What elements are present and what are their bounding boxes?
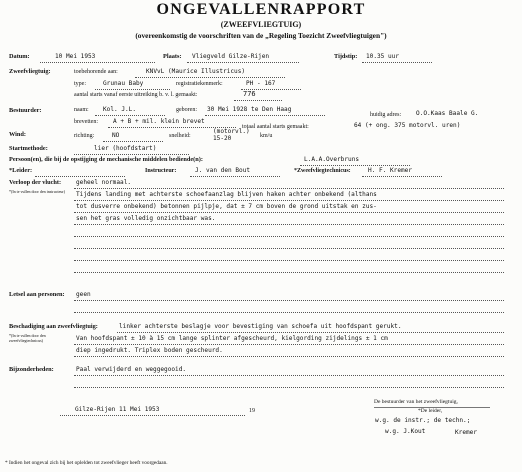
verloop-line-3: tot dusverre onbekend) betonnen pijlpje, dat ± 7 cm boven de grond uitstak en zus- — [76, 203, 377, 210]
startmethode-label: Startmethode: — [9, 145, 48, 152]
adres-value: O.O.Kaas Baale G. — [416, 110, 479, 117]
verloop-rule-7 — [74, 260, 504, 261]
footnote: * Indien het ongeval zich bij het oplelden tot zweefvlieger heeft voorgedaan. — [5, 460, 168, 466]
datum-value: 10 Mei 1953 — [55, 53, 96, 60]
aantal-starts-label: aantal starts vanaf eerste uitreiking b. v. l. gemaakt: — [74, 92, 198, 98]
beschadiging-rule-2 — [74, 344, 504, 345]
verloop-note: *(In te vullen door den instructeur) — [9, 189, 66, 194]
plaats-value: Vliegveld Gilze-Rijen — [192, 53, 270, 60]
totaal-starts-label: totaal aantal starts gemaakt: — [242, 124, 309, 130]
leider-rule — [35, 176, 125, 177]
verloop-rule-6 — [74, 248, 504, 249]
verloop-rule-8 — [74, 272, 504, 273]
datum-rule — [40, 62, 155, 63]
brevetten-label: brevetten: — [74, 119, 98, 125]
bijzonderheden-value: Paal verwijderd en weggegooid. — [76, 366, 187, 373]
beschadiging-rule-1 — [117, 332, 504, 333]
regulation-note: (overeenkomstig de voorschriften van de „Regeling Toezicht Zweefvliegtuigen") — [135, 31, 387, 40]
snelheid-label: snelheid: — [169, 133, 191, 139]
instr-line: w.g. de instr.; de techn.; — [375, 417, 471, 424]
instructeur-rule — [190, 176, 280, 177]
tijdstip-rule — [362, 62, 432, 63]
tijdstip-value: 10.35 uur — [366, 53, 400, 60]
naam-rule — [95, 115, 165, 116]
verloop-label: Verloop der vlucht: — [9, 179, 62, 186]
instructeur-value: J. van den Bout — [195, 167, 251, 174]
bijzonderheden-rule-1 — [74, 375, 504, 376]
datum-label: Datum: — [9, 53, 30, 60]
plaats-label: Plaats: — [163, 53, 182, 60]
eigenaar-rule — [135, 77, 285, 78]
geboren-rule — [205, 115, 325, 116]
bestuurder-title: De bestuurder van het zweefvliegtuig, — [374, 399, 458, 405]
beschadiging-note: *(In te vullen door den zweefvliegtechnicus) — [9, 333, 46, 343]
type-rule — [95, 89, 170, 90]
letsel-rule-2 — [74, 312, 504, 313]
report-title: ONGEVALLENRAPPORT — [156, 1, 366, 18]
beschadiging-line-2: Van hoofdspant ± 10 à 15 cm lange splinter afgescheurd, kielgording zijdelings ± 1 cm — [76, 335, 388, 342]
verloop-rule-1 — [74, 188, 504, 189]
type-label: type: — [74, 81, 86, 87]
signature-technicus: Kremer — [455, 429, 478, 436]
verloop-line-1: geheel normaal. — [76, 179, 132, 186]
geboren-value: 30 Mei 1928 te Den Haag — [207, 106, 292, 113]
verloop-line-4: sen het gras volledig onzichtbaar was. — [76, 215, 216, 222]
adres-label: huidig adres: — [370, 112, 402, 118]
wind-label: Wind: — [9, 131, 27, 138]
bijzonderheden-label: Bijzonderheden: — [9, 366, 54, 373]
toebehorende-label: toebehorende aan: — [74, 69, 118, 75]
signature-instructeur: w.g. J.Kout — [385, 428, 426, 435]
beschadiging-line-3: diep ingedrukt. Triplex boden gescheurd. — [76, 347, 223, 354]
totaal-starts-value: 64 (+ ong. 375 motorvl. uren) — [354, 122, 461, 129]
technicus-label: *Zweefvliegtechnicus: — [294, 168, 351, 174]
verloop-rule-3 — [74, 212, 504, 213]
startmethode-rule — [74, 154, 189, 155]
richting-label: richting: — [74, 133, 95, 139]
richting-value: NO — [112, 132, 120, 139]
year-prefix: 19 — [249, 408, 255, 414]
verloop-rule-2 — [74, 200, 504, 201]
aantal-starts-rule — [234, 100, 282, 101]
aantal-starts-value: 776 — [243, 90, 256, 98]
letsel-rule-1 — [74, 300, 504, 301]
type-value: Grunau Baby — [103, 80, 144, 87]
place-date-rule — [60, 415, 245, 416]
bestuurder-label: Bestuurder: — [9, 107, 42, 114]
personen-label: Persoon(en), die bij de opstijging de mechanische middelen bediende(n): — [9, 156, 203, 163]
beschadiging-label: Beschadiging aan zweefvliegtuig: — [9, 323, 98, 330]
verloop-line-2: Tijdens landing met achterste schoefaanzlag blijven haken achter onbekend (althans — [76, 191, 377, 198]
snelheid-unit: km/u — [260, 133, 273, 139]
instructeur-label: Instructeur: — [145, 168, 177, 174]
startmethode-value: lier (hoofdstart) — [94, 145, 157, 152]
leider-label: *Leider: — [9, 167, 33, 174]
geboren-label: geboren: — [176, 107, 197, 113]
registratie-label: registratiekenmerk: — [176, 81, 223, 87]
personen-value: L.A.A.Overbruns — [304, 156, 360, 163]
eigenaar-value: KNVvL (Maurice Illustricus) — [146, 68, 246, 75]
verloop-rule-4 — [74, 224, 504, 225]
bijzonderheden-rule-2 — [74, 387, 504, 388]
plaats-rule — [187, 62, 299, 63]
brevetten-value: A + B + mil. klein brevet — [113, 118, 205, 125]
letsel-value: geen — [76, 291, 91, 298]
letsel-label: Letsel aan personen: — [9, 291, 65, 298]
personen-rule — [300, 165, 410, 166]
beschadiging-line-1: linker achterste beslagje voor bevestiging van schoefa uit hoofdspant gerukt. — [119, 323, 402, 330]
richting-rule — [103, 141, 163, 142]
tijdstip-label: Tijdstip: — [334, 53, 358, 60]
naam-value: Kol. J.L. — [103, 106, 137, 113]
place-date: Gilze-Rijen 11 Mei 1953 — [75, 406, 160, 413]
technicus-rule — [362, 176, 442, 177]
leider-title: *De leider, — [418, 408, 443, 414]
zweefvliegtuig-label: Zweefvliegtuig: — [9, 68, 51, 75]
beschadiging-rule-3 — [74, 356, 504, 357]
registratie-value: PH - 167 — [246, 80, 276, 87]
report-subtitle: (ZWEEFVLIEGTUIG) — [220, 20, 302, 29]
naam-label: naam: — [74, 107, 89, 113]
snelheid-value: (motorvl.) 15-20 — [213, 128, 250, 143]
verloop-rule-5 — [74, 236, 504, 237]
technicus-value: H. F. Kremer — [368, 167, 413, 174]
